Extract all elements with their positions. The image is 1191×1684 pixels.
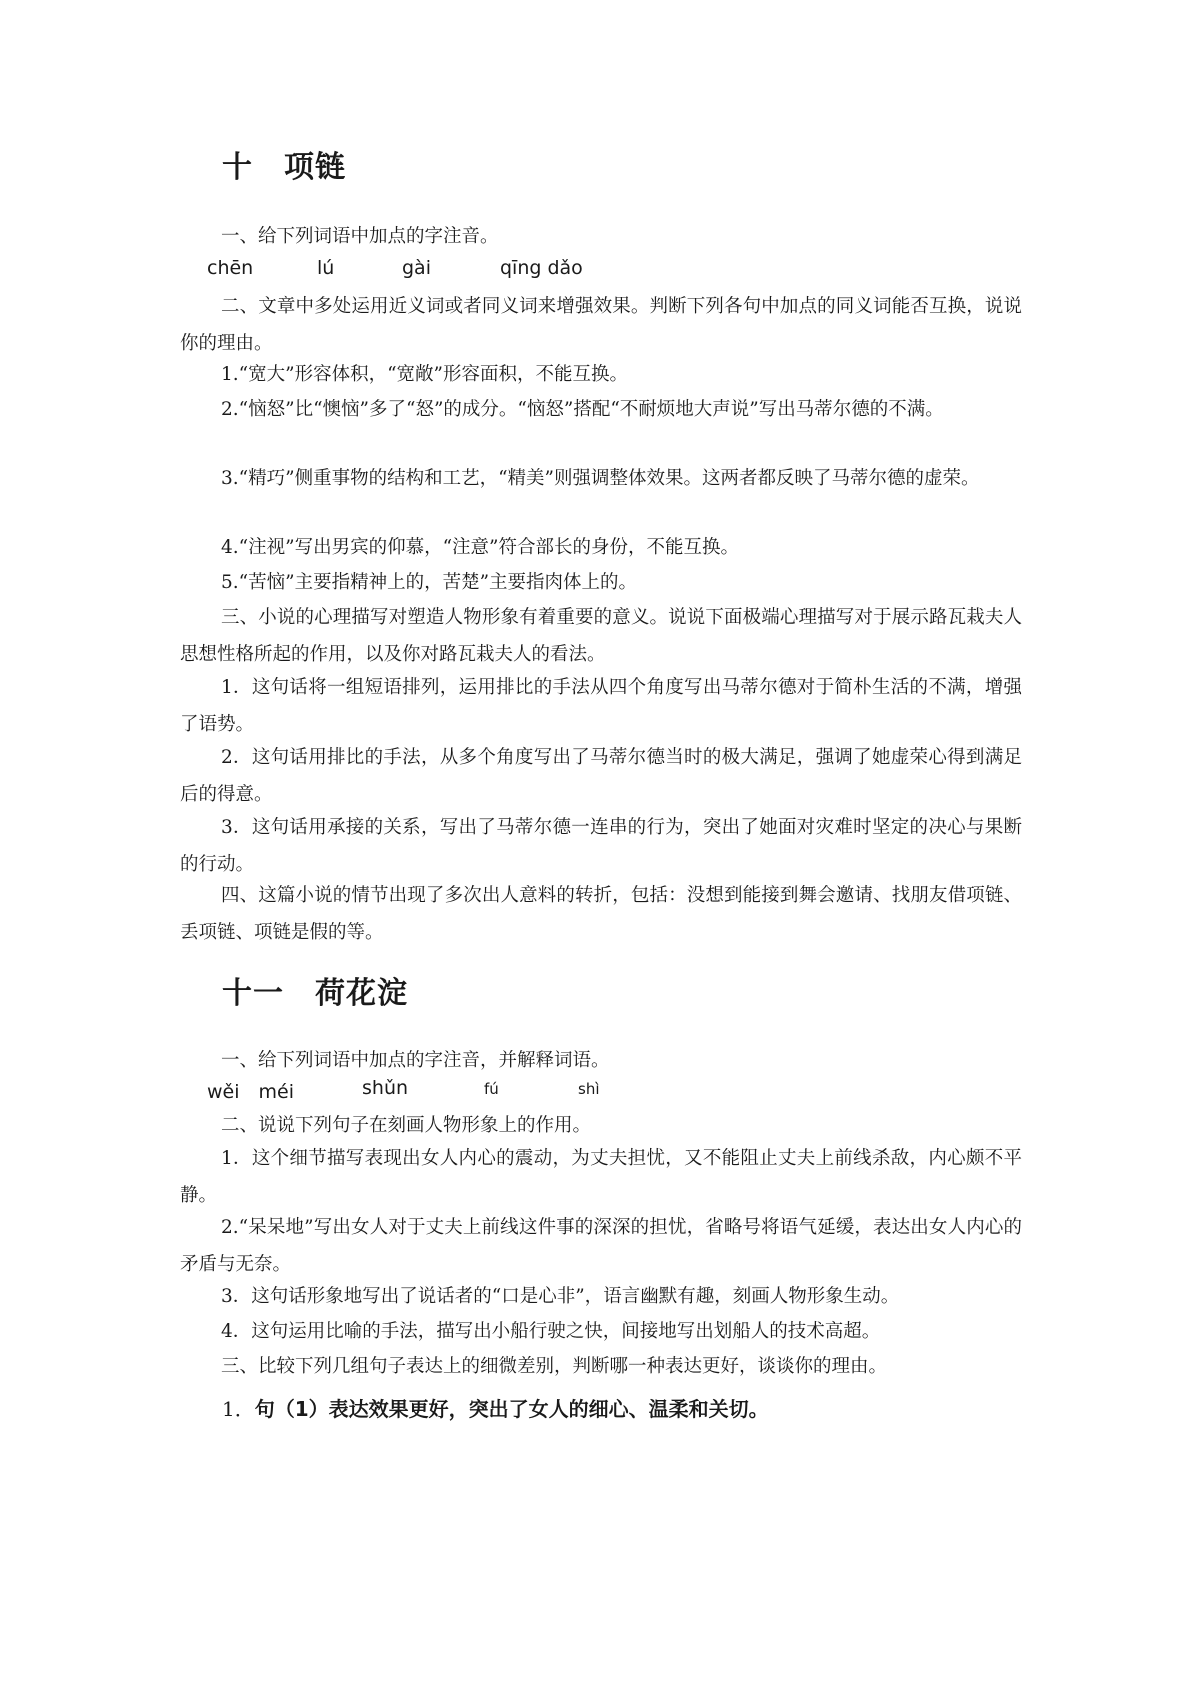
lesson-11-pinyin-row — [0, 1077, 1191, 1107]
lesson-10-question-4: 四、这篇小说的情节出现了多次出人意料的转折，包括：没想到能接到舞会邀请、找朋友借项链、丢项链、项链是假的等。 — [180, 885, 1022, 943]
pinyin-item: fú — [484, 1080, 499, 1098]
lesson-10-answer-3-3: 3．这句话用承接的关系，写出了马蒂尔德一连串的行为，突出了她面对灾难时坚定的决心与果断的行动。 — [180, 817, 1022, 875]
lesson-11-question-2: 二、说说下列句子在刻画人物形象上的作用。 — [221, 1115, 592, 1136]
lesson-11-answer-3-1 — [222, 1393, 769, 1422]
lesson-10-answer-3-2: 2．这句话用排比的手法，从多个角度写出了马蒂尔德当时的极大满足，强调了她虚荣心得到满足后的得意。 — [180, 747, 1022, 805]
lesson-10-title: 十 项链 — [222, 150, 346, 185]
lesson-10-answer-2-5: 5.“苦恼”主要指精神上的，苦楚”主要指肉体上的。 — [221, 572, 638, 593]
lesson-10-answer-2-3: 3.“精巧”侧重事物的结构和工艺，“精美”则强调整体效果。这两者都反映了马蒂尔德的虚荣。 — [221, 468, 980, 489]
lesson-11-answer-2-1: 1．这个细节描写表现出女人内心的震动，为丈夫担忧，又不能阻止丈夫上前线杀敌，内心颇不平静。 — [180, 1148, 1022, 1206]
pinyin-item: shǔn — [362, 1077, 409, 1099]
answer-text: 句（1）表达效果更好，突出了女人的细心、温柔和关切。 — [254, 1397, 769, 1421]
lesson-10-question-2: 二、文章中多处运用近义词或者同义词来增强效果。判断下列各句中加点的同义词能否互换，说说你的理由。 — [180, 296, 1022, 354]
lesson-10-pinyin-row — [0, 257, 1191, 287]
pinyin-item: qīng dǎo — [500, 257, 583, 279]
lesson-11-question-1: 一、给下列词语中加点的字注音，并解释词语。 — [221, 1050, 610, 1071]
answer-number: 1． — [222, 1397, 255, 1421]
lesson-11-answer-2-2: 2.“呆呆地”写出女人对于丈夫上前线这件事的深深的担忧，省略号将语气延缓，表达出女人内心的矛盾与无奈。 — [180, 1217, 1022, 1275]
pinyin-item: lú — [317, 257, 335, 279]
lesson-10-answer-2-1: 1.“宽大”形容体积，“宽敞”形容面积，不能互换。 — [221, 364, 628, 385]
pinyin-item: wěi méi — [207, 1081, 294, 1103]
lesson-10-question-3: 三、小说的心理描写对塑造人物形象有着重要的意义。说说下面极端心理描写对于展示路瓦栽夫人思想性格所起的作用，以及你对路瓦栽夫人的看法。 — [180, 607, 1022, 665]
lesson-10-answer-2-4: 4.“注视”写出男宾的仰慕，“注意”符合部长的身份，不能互换。 — [221, 537, 739, 558]
lesson-11-title: 十一 荷花淀 — [222, 976, 408, 1011]
lesson-10-answer-2-2: 2.“恼怒”比“懊恼”多了“怒”的成分。“恼怒”搭配“不耐烦地大声说”写出马蒂尔德的不满。 — [221, 399, 944, 420]
lesson-11-answer-2-4: 4．这句运用比喻的手法，描写出小船行驶之快，间接地写出划船人的技术高超。 — [221, 1321, 881, 1342]
pinyin-item: shì — [578, 1080, 600, 1098]
lesson-11-question-3: 三、比较下列几组句子表达上的细微差别，判断哪一种表达更好，谈谈你的理由。 — [221, 1356, 888, 1377]
lesson-11-answer-2-3: 3．这句话形象地写出了说话者的“口是心非”，语言幽默有趣，刻画人物形象生动。 — [221, 1286, 900, 1307]
pinyin-item: gài — [402, 257, 431, 279]
lesson-10-question-1: 一、给下列词语中加点的字注音。 — [221, 226, 499, 247]
pinyin-item: chēn — [207, 257, 254, 279]
lesson-10-answer-3-1: 1．这句话将一组短语排列，运用排比的手法从四个角度写出马蒂尔德对于简朴生活的不满，增强了语势。 — [180, 677, 1022, 735]
